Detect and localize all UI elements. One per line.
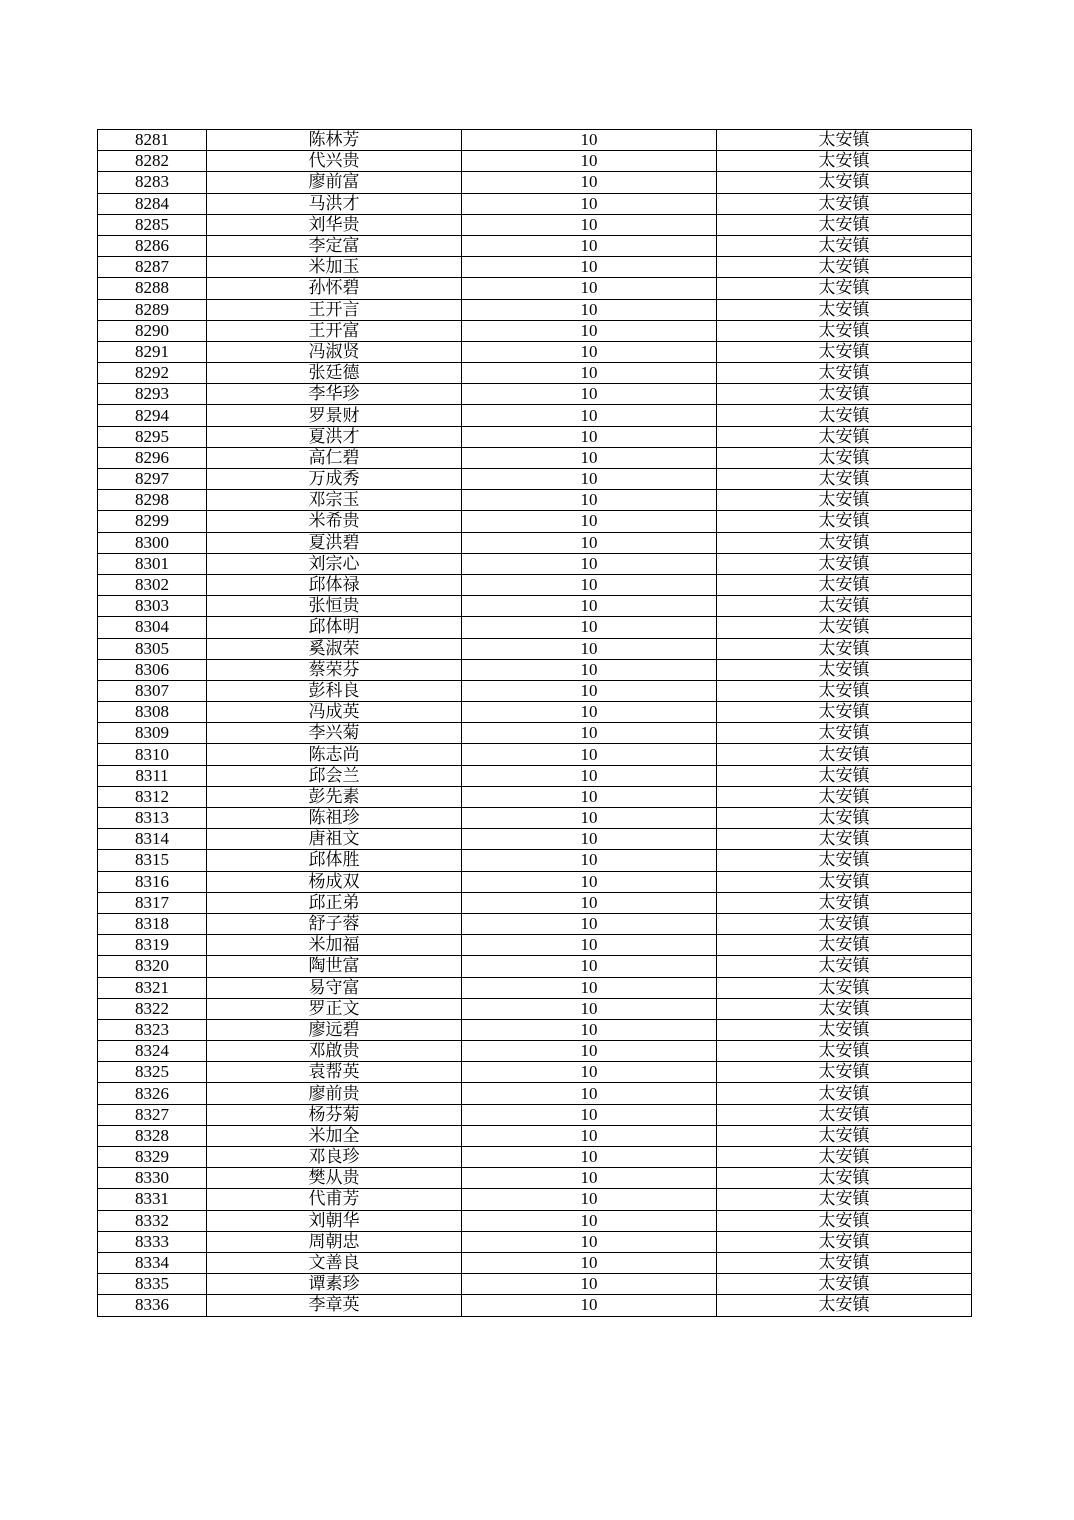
name-cell: 米加全 xyxy=(207,1125,462,1146)
name-cell: 夏洪才 xyxy=(207,426,462,447)
town-cell: 太安镇 xyxy=(717,1083,972,1104)
table-row xyxy=(98,384,972,405)
amount-cell: 10 xyxy=(462,278,717,299)
data-table xyxy=(97,129,972,1317)
amount-cell: 10 xyxy=(462,130,717,151)
table-row xyxy=(98,490,972,511)
table-row xyxy=(98,447,972,468)
table-row xyxy=(98,913,972,934)
table-row xyxy=(98,278,972,299)
amount-cell: 10 xyxy=(462,384,717,405)
row-number-cell: 8303 xyxy=(98,596,207,617)
town-cell: 太安镇 xyxy=(717,850,972,871)
table-row xyxy=(98,1274,972,1295)
town-cell: 太安镇 xyxy=(717,1147,972,1168)
amount-cell: 10 xyxy=(462,871,717,892)
row-number-cell: 8314 xyxy=(98,829,207,850)
amount-cell: 10 xyxy=(462,1062,717,1083)
row-number-cell: 8291 xyxy=(98,341,207,362)
town-cell: 太安镇 xyxy=(717,235,972,256)
town-cell: 太安镇 xyxy=(717,1231,972,1252)
table-row xyxy=(98,998,972,1019)
row-number-cell: 8311 xyxy=(98,765,207,786)
town-cell: 太安镇 xyxy=(717,659,972,680)
table-row xyxy=(98,892,972,913)
town-cell: 太安镇 xyxy=(717,638,972,659)
row-number-cell: 8325 xyxy=(98,1062,207,1083)
table-row xyxy=(98,1019,972,1040)
table-row xyxy=(98,193,972,214)
name-cell: 邱体胜 xyxy=(207,850,462,871)
amount-cell: 10 xyxy=(462,638,717,659)
row-number-cell: 8312 xyxy=(98,786,207,807)
amount-cell: 10 xyxy=(462,1252,717,1273)
name-cell: 廖前富 xyxy=(207,172,462,193)
table-row xyxy=(98,829,972,850)
amount-cell: 10 xyxy=(462,744,717,765)
amount-cell: 10 xyxy=(462,913,717,934)
amount-cell: 10 xyxy=(462,659,717,680)
row-number-cell: 8328 xyxy=(98,1125,207,1146)
name-cell: 陶世富 xyxy=(207,956,462,977)
name-cell: 王开富 xyxy=(207,320,462,341)
town-cell: 太安镇 xyxy=(717,1274,972,1295)
amount-cell: 10 xyxy=(462,1104,717,1125)
row-number-cell: 8313 xyxy=(98,808,207,829)
name-cell: 米加玉 xyxy=(207,257,462,278)
name-cell: 代兴贵 xyxy=(207,151,462,172)
amount-cell: 10 xyxy=(462,447,717,468)
amount-cell: 10 xyxy=(462,850,717,871)
table-row xyxy=(98,1210,972,1231)
row-number-cell: 8326 xyxy=(98,1083,207,1104)
row-number-cell: 8309 xyxy=(98,723,207,744)
amount-cell: 10 xyxy=(462,1168,717,1189)
name-cell: 陈祖珍 xyxy=(207,808,462,829)
town-cell: 太安镇 xyxy=(717,1252,972,1273)
town-cell: 太安镇 xyxy=(717,1189,972,1210)
town-cell: 太安镇 xyxy=(717,490,972,511)
table-row xyxy=(98,299,972,320)
table-row xyxy=(98,214,972,235)
row-number-cell: 8322 xyxy=(98,998,207,1019)
name-cell: 张恒贵 xyxy=(207,596,462,617)
amount-cell: 10 xyxy=(462,257,717,278)
name-cell: 李定富 xyxy=(207,235,462,256)
amount-cell: 10 xyxy=(462,193,717,214)
table-row xyxy=(98,1041,972,1062)
row-number-cell: 8295 xyxy=(98,426,207,447)
town-cell: 太安镇 xyxy=(717,935,972,956)
amount-cell: 10 xyxy=(462,553,717,574)
table-row xyxy=(98,574,972,595)
row-number-cell: 8305 xyxy=(98,638,207,659)
name-cell: 邓宗玉 xyxy=(207,490,462,511)
name-cell: 杨芬菊 xyxy=(207,1104,462,1125)
table-row xyxy=(98,1252,972,1273)
amount-cell: 10 xyxy=(462,426,717,447)
table-row xyxy=(98,596,972,617)
town-cell: 太安镇 xyxy=(717,299,972,320)
name-cell: 张廷德 xyxy=(207,363,462,384)
row-number-cell: 8336 xyxy=(98,1295,207,1316)
amount-cell: 10 xyxy=(462,998,717,1019)
name-cell: 万成秀 xyxy=(207,469,462,490)
row-number-cell: 8329 xyxy=(98,1147,207,1168)
amount-cell: 10 xyxy=(462,151,717,172)
name-cell: 邱会兰 xyxy=(207,765,462,786)
table-row xyxy=(98,341,972,362)
row-number-cell: 8282 xyxy=(98,151,207,172)
name-cell: 陈志尚 xyxy=(207,744,462,765)
table-row xyxy=(98,638,972,659)
row-number-cell: 8287 xyxy=(98,257,207,278)
name-cell: 孙怀碧 xyxy=(207,278,462,299)
name-cell: 李章英 xyxy=(207,1295,462,1316)
table-row xyxy=(98,871,972,892)
row-number-cell: 8327 xyxy=(98,1104,207,1125)
table-row xyxy=(98,511,972,532)
town-cell: 太安镇 xyxy=(717,829,972,850)
row-number-cell: 8296 xyxy=(98,447,207,468)
town-cell: 太安镇 xyxy=(717,426,972,447)
table-row xyxy=(98,1168,972,1189)
name-cell: 李华珍 xyxy=(207,384,462,405)
amount-cell: 10 xyxy=(462,1231,717,1252)
row-number-cell: 8304 xyxy=(98,617,207,638)
town-cell: 太安镇 xyxy=(717,1168,972,1189)
amount-cell: 10 xyxy=(462,1125,717,1146)
name-cell: 王开言 xyxy=(207,299,462,320)
amount-cell: 10 xyxy=(462,596,717,617)
town-cell: 太安镇 xyxy=(717,447,972,468)
table-row xyxy=(98,744,972,765)
name-cell: 刘宗心 xyxy=(207,553,462,574)
amount-cell: 10 xyxy=(462,363,717,384)
amount-cell: 10 xyxy=(462,808,717,829)
row-number-cell: 8286 xyxy=(98,235,207,256)
town-cell: 太安镇 xyxy=(717,871,972,892)
name-cell: 廖前贵 xyxy=(207,1083,462,1104)
row-number-cell: 8324 xyxy=(98,1041,207,1062)
town-cell: 太安镇 xyxy=(717,977,972,998)
row-number-cell: 8315 xyxy=(98,850,207,871)
name-cell: 代甫芳 xyxy=(207,1189,462,1210)
town-cell: 太安镇 xyxy=(717,765,972,786)
table-row xyxy=(98,1231,972,1252)
amount-cell: 10 xyxy=(462,299,717,320)
amount-cell: 10 xyxy=(462,511,717,532)
row-number-cell: 8307 xyxy=(98,680,207,701)
name-cell: 李兴菊 xyxy=(207,723,462,744)
town-cell: 太安镇 xyxy=(717,913,972,934)
name-cell: 邱体禄 xyxy=(207,574,462,595)
row-number-cell: 8316 xyxy=(98,871,207,892)
table-row xyxy=(98,659,972,680)
town-cell: 太安镇 xyxy=(717,1041,972,1062)
table-row xyxy=(98,130,972,151)
name-cell: 米加福 xyxy=(207,935,462,956)
table-row xyxy=(98,235,972,256)
town-cell: 太安镇 xyxy=(717,278,972,299)
town-cell: 太安镇 xyxy=(717,574,972,595)
table-row xyxy=(98,426,972,447)
town-cell: 太安镇 xyxy=(717,1062,972,1083)
town-cell: 太安镇 xyxy=(717,786,972,807)
amount-cell: 10 xyxy=(462,617,717,638)
town-cell: 太安镇 xyxy=(717,1125,972,1146)
row-number-cell: 8317 xyxy=(98,892,207,913)
amount-cell: 10 xyxy=(462,765,717,786)
name-cell: 冯成英 xyxy=(207,702,462,723)
amount-cell: 10 xyxy=(462,829,717,850)
town-cell: 太安镇 xyxy=(717,532,972,553)
row-number-cell: 8288 xyxy=(98,278,207,299)
row-number-cell: 8321 xyxy=(98,977,207,998)
row-number-cell: 8310 xyxy=(98,744,207,765)
row-number-cell: 8308 xyxy=(98,702,207,723)
town-cell: 太安镇 xyxy=(717,214,972,235)
town-cell: 太安镇 xyxy=(717,320,972,341)
amount-cell: 10 xyxy=(462,532,717,553)
row-number-cell: 8290 xyxy=(98,320,207,341)
amount-cell: 10 xyxy=(462,935,717,956)
amount-cell: 10 xyxy=(462,490,717,511)
town-cell: 太安镇 xyxy=(717,702,972,723)
table-row xyxy=(98,977,972,998)
town-cell: 太安镇 xyxy=(717,596,972,617)
name-cell: 陈林芳 xyxy=(207,130,462,151)
town-cell: 太安镇 xyxy=(717,511,972,532)
amount-cell: 10 xyxy=(462,320,717,341)
table-row xyxy=(98,1125,972,1146)
amount-cell: 10 xyxy=(462,1274,717,1295)
name-cell: 蔡荣芬 xyxy=(207,659,462,680)
row-number-cell: 8293 xyxy=(98,384,207,405)
name-cell: 刘朝华 xyxy=(207,1210,462,1231)
table-row xyxy=(98,1104,972,1125)
town-cell: 太安镇 xyxy=(717,744,972,765)
row-number-cell: 8302 xyxy=(98,574,207,595)
row-number-cell: 8289 xyxy=(98,299,207,320)
row-number-cell: 8319 xyxy=(98,935,207,956)
table-row xyxy=(98,1295,972,1316)
town-cell: 太安镇 xyxy=(717,998,972,1019)
table-row xyxy=(98,532,972,553)
name-cell: 邱正弟 xyxy=(207,892,462,913)
name-cell: 唐祖文 xyxy=(207,829,462,850)
name-cell: 廖远碧 xyxy=(207,1019,462,1040)
name-cell: 罗正文 xyxy=(207,998,462,1019)
row-number-cell: 8298 xyxy=(98,490,207,511)
name-cell: 谭素珍 xyxy=(207,1274,462,1295)
row-number-cell: 8292 xyxy=(98,363,207,384)
town-cell: 太安镇 xyxy=(717,617,972,638)
name-cell: 易守富 xyxy=(207,977,462,998)
table-row xyxy=(98,935,972,956)
table-row xyxy=(98,1083,972,1104)
table-row xyxy=(98,702,972,723)
table-row xyxy=(98,956,972,977)
row-number-cell: 8297 xyxy=(98,469,207,490)
name-cell: 樊从贵 xyxy=(207,1168,462,1189)
amount-cell: 10 xyxy=(462,341,717,362)
amount-cell: 10 xyxy=(462,892,717,913)
amount-cell: 10 xyxy=(462,723,717,744)
row-number-cell: 8284 xyxy=(98,193,207,214)
town-cell: 太安镇 xyxy=(717,384,972,405)
town-cell: 太安镇 xyxy=(717,341,972,362)
row-number-cell: 8318 xyxy=(98,913,207,934)
name-cell: 袁帮英 xyxy=(207,1062,462,1083)
row-number-cell: 8283 xyxy=(98,172,207,193)
town-cell: 太安镇 xyxy=(717,1295,972,1316)
name-cell: 周朝忠 xyxy=(207,1231,462,1252)
row-number-cell: 8335 xyxy=(98,1274,207,1295)
row-number-cell: 8330 xyxy=(98,1168,207,1189)
table-row xyxy=(98,363,972,384)
row-number-cell: 8299 xyxy=(98,511,207,532)
row-number-cell: 8306 xyxy=(98,659,207,680)
amount-cell: 10 xyxy=(462,977,717,998)
amount-cell: 10 xyxy=(462,1147,717,1168)
table-row xyxy=(98,786,972,807)
name-cell: 奚淑荣 xyxy=(207,638,462,659)
town-cell: 太安镇 xyxy=(717,469,972,490)
town-cell: 太安镇 xyxy=(717,892,972,913)
name-cell: 罗景财 xyxy=(207,405,462,426)
table-row xyxy=(98,723,972,744)
row-number-cell: 8301 xyxy=(98,553,207,574)
amount-cell: 10 xyxy=(462,235,717,256)
table-row xyxy=(98,257,972,278)
name-cell: 高仁碧 xyxy=(207,447,462,468)
amount-cell: 10 xyxy=(462,469,717,490)
town-cell: 太安镇 xyxy=(717,553,972,574)
name-cell: 彭科良 xyxy=(207,680,462,701)
amount-cell: 10 xyxy=(462,1210,717,1231)
name-cell: 马洪才 xyxy=(207,193,462,214)
name-cell: 文善良 xyxy=(207,1252,462,1273)
amount-cell: 10 xyxy=(462,702,717,723)
town-cell: 太安镇 xyxy=(717,363,972,384)
table-row xyxy=(98,553,972,574)
amount-cell: 10 xyxy=(462,680,717,701)
table-row xyxy=(98,172,972,193)
amount-cell: 10 xyxy=(462,1041,717,1062)
town-cell: 太安镇 xyxy=(717,193,972,214)
town-cell: 太安镇 xyxy=(717,172,972,193)
town-cell: 太安镇 xyxy=(717,808,972,829)
table-row xyxy=(98,469,972,490)
name-cell: 舒子蓉 xyxy=(207,913,462,934)
table-row xyxy=(98,320,972,341)
row-number-cell: 8285 xyxy=(98,214,207,235)
row-number-cell: 8294 xyxy=(98,405,207,426)
name-cell: 冯淑贤 xyxy=(207,341,462,362)
row-number-cell: 8334 xyxy=(98,1252,207,1273)
amount-cell: 10 xyxy=(462,172,717,193)
amount-cell: 10 xyxy=(462,1189,717,1210)
amount-cell: 10 xyxy=(462,214,717,235)
row-number-cell: 8331 xyxy=(98,1189,207,1210)
table-row xyxy=(98,808,972,829)
name-cell: 邓啟贵 xyxy=(207,1041,462,1062)
amount-cell: 10 xyxy=(462,574,717,595)
table-row xyxy=(98,1062,972,1083)
town-cell: 太安镇 xyxy=(717,405,972,426)
name-cell: 邱体明 xyxy=(207,617,462,638)
table-row xyxy=(98,405,972,426)
amount-cell: 10 xyxy=(462,405,717,426)
name-cell: 彭先素 xyxy=(207,786,462,807)
town-cell: 太安镇 xyxy=(717,723,972,744)
table-body xyxy=(98,130,972,1317)
town-cell: 太安镇 xyxy=(717,1019,972,1040)
name-cell: 邓良珍 xyxy=(207,1147,462,1168)
name-cell: 杨成双 xyxy=(207,871,462,892)
row-number-cell: 8332 xyxy=(98,1210,207,1231)
table-row xyxy=(98,1147,972,1168)
name-cell: 夏洪碧 xyxy=(207,532,462,553)
row-number-cell: 8320 xyxy=(98,956,207,977)
row-number-cell: 8333 xyxy=(98,1231,207,1252)
name-cell: 刘华贵 xyxy=(207,214,462,235)
town-cell: 太安镇 xyxy=(717,1104,972,1125)
town-cell: 太安镇 xyxy=(717,130,972,151)
row-number-cell: 8281 xyxy=(98,130,207,151)
town-cell: 太安镇 xyxy=(717,956,972,977)
town-cell: 太安镇 xyxy=(717,257,972,278)
town-cell: 太安镇 xyxy=(717,151,972,172)
name-cell: 米希贵 xyxy=(207,511,462,532)
amount-cell: 10 xyxy=(462,956,717,977)
row-number-cell: 8300 xyxy=(98,532,207,553)
amount-cell: 10 xyxy=(462,786,717,807)
town-cell: 太安镇 xyxy=(717,680,972,701)
amount-cell: 10 xyxy=(462,1083,717,1104)
amount-cell: 10 xyxy=(462,1019,717,1040)
row-number-cell: 8323 xyxy=(98,1019,207,1040)
table-row xyxy=(98,617,972,638)
table-row xyxy=(98,151,972,172)
town-cell: 太安镇 xyxy=(717,1210,972,1231)
table-row xyxy=(98,1189,972,1210)
amount-cell: 10 xyxy=(462,1295,717,1316)
table-row xyxy=(98,765,972,786)
table-row xyxy=(98,850,972,871)
table-row xyxy=(98,680,972,701)
